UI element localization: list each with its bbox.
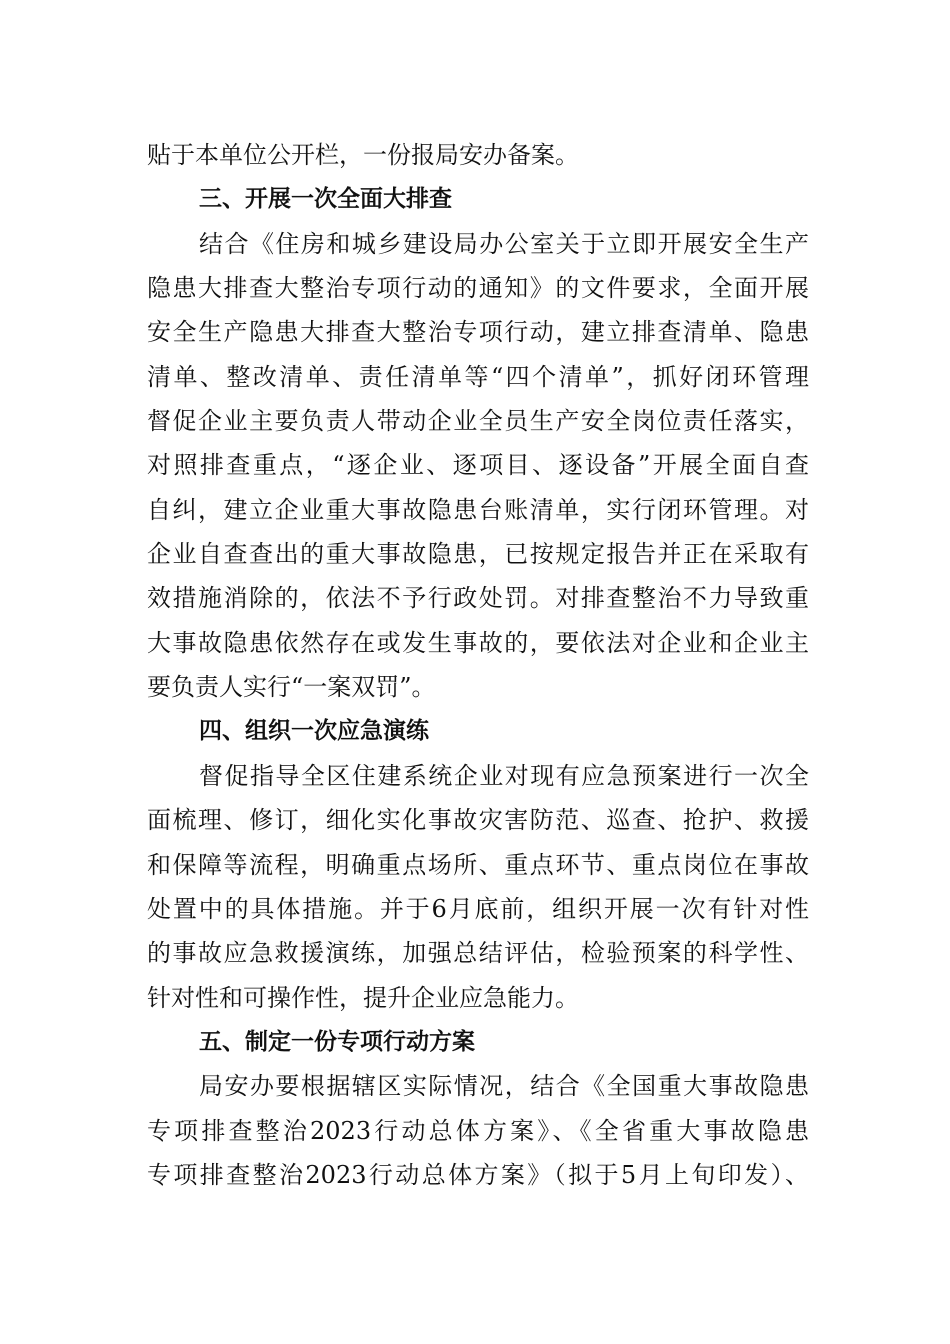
section-heading: 三、开展一次全面大排查 — [199, 186, 452, 213]
text-line: 大事故隐患依然存在或发生事故的，要依法对企业和企业主 — [147, 628, 809, 657]
text-line: 对照排查重点，“逐企业、逐项目、逐设备”开展全面自查 — [147, 451, 809, 480]
text-line: 面梳理、修订，细化实化事故灾害防范、巡查、抢护、救援 — [147, 806, 809, 835]
text-line: 针对性和可操作性，提升企业应急能力。 — [147, 983, 579, 1012]
document-page — [147, 133, 809, 1197]
text-line: 督促企业主要负责人带动企业全员生产安全岗位责任落实， — [147, 407, 809, 436]
text-line: 自纠，建立企业重大事故隐患台账清单，实行闭环管理。对 — [147, 495, 809, 524]
text-line: 专项排查整治2023行动总体方案》、《全省重大事故隐患 — [147, 1116, 809, 1145]
text-line: 隐患大排查大整治专项行动的通知》的文件要求，全面开展 — [147, 274, 809, 303]
text-line: 和保障等流程，明确重点场所、重点环节、重点岗位在事故 — [147, 850, 809, 879]
text-line: 结合《住房和城乡建设局办公室关于立即开展安全生产 — [199, 229, 809, 258]
text-line: 清单、整改清单、责任清单等“四个清单”，抓好闭环管理 — [147, 362, 809, 391]
text-line: 专项排查整治2023行动总体方案》（拟于5月上旬印发）、 — [147, 1160, 809, 1189]
text-line: 局安办要根据辖区实际情况，结合《全国重大事故隐患 — [199, 1072, 809, 1101]
section-heading: 五、制定一份专项行动方案 — [199, 1028, 475, 1055]
text-line: 要负责人实行“一案双罚”。 — [147, 673, 436, 702]
text-line: 的事故应急救援演练，加强总结评估，检验预案的科学性、 — [147, 939, 809, 968]
section-heading: 四、组织一次应急演练 — [199, 718, 429, 745]
text-line: 贴于本单位公开栏，一份报局安办备案。 — [147, 141, 579, 169]
text-line: 处置中的具体措施。并于6月底前，组织开展一次有针对性 — [147, 894, 809, 923]
text-line: 效措施消除的，依法不予行政处罚。对排查整治不力导致重 — [147, 584, 809, 613]
text-line: 企业自查查出的重大事故隐患，已按规定报告并正在采取有 — [147, 540, 809, 569]
text-line: 督促指导全区住建系统企业对现有应急预案进行一次全 — [199, 761, 809, 790]
text-line: 安全生产隐患大排查大整治专项行动，建立排查清单、隐患 — [147, 318, 809, 347]
